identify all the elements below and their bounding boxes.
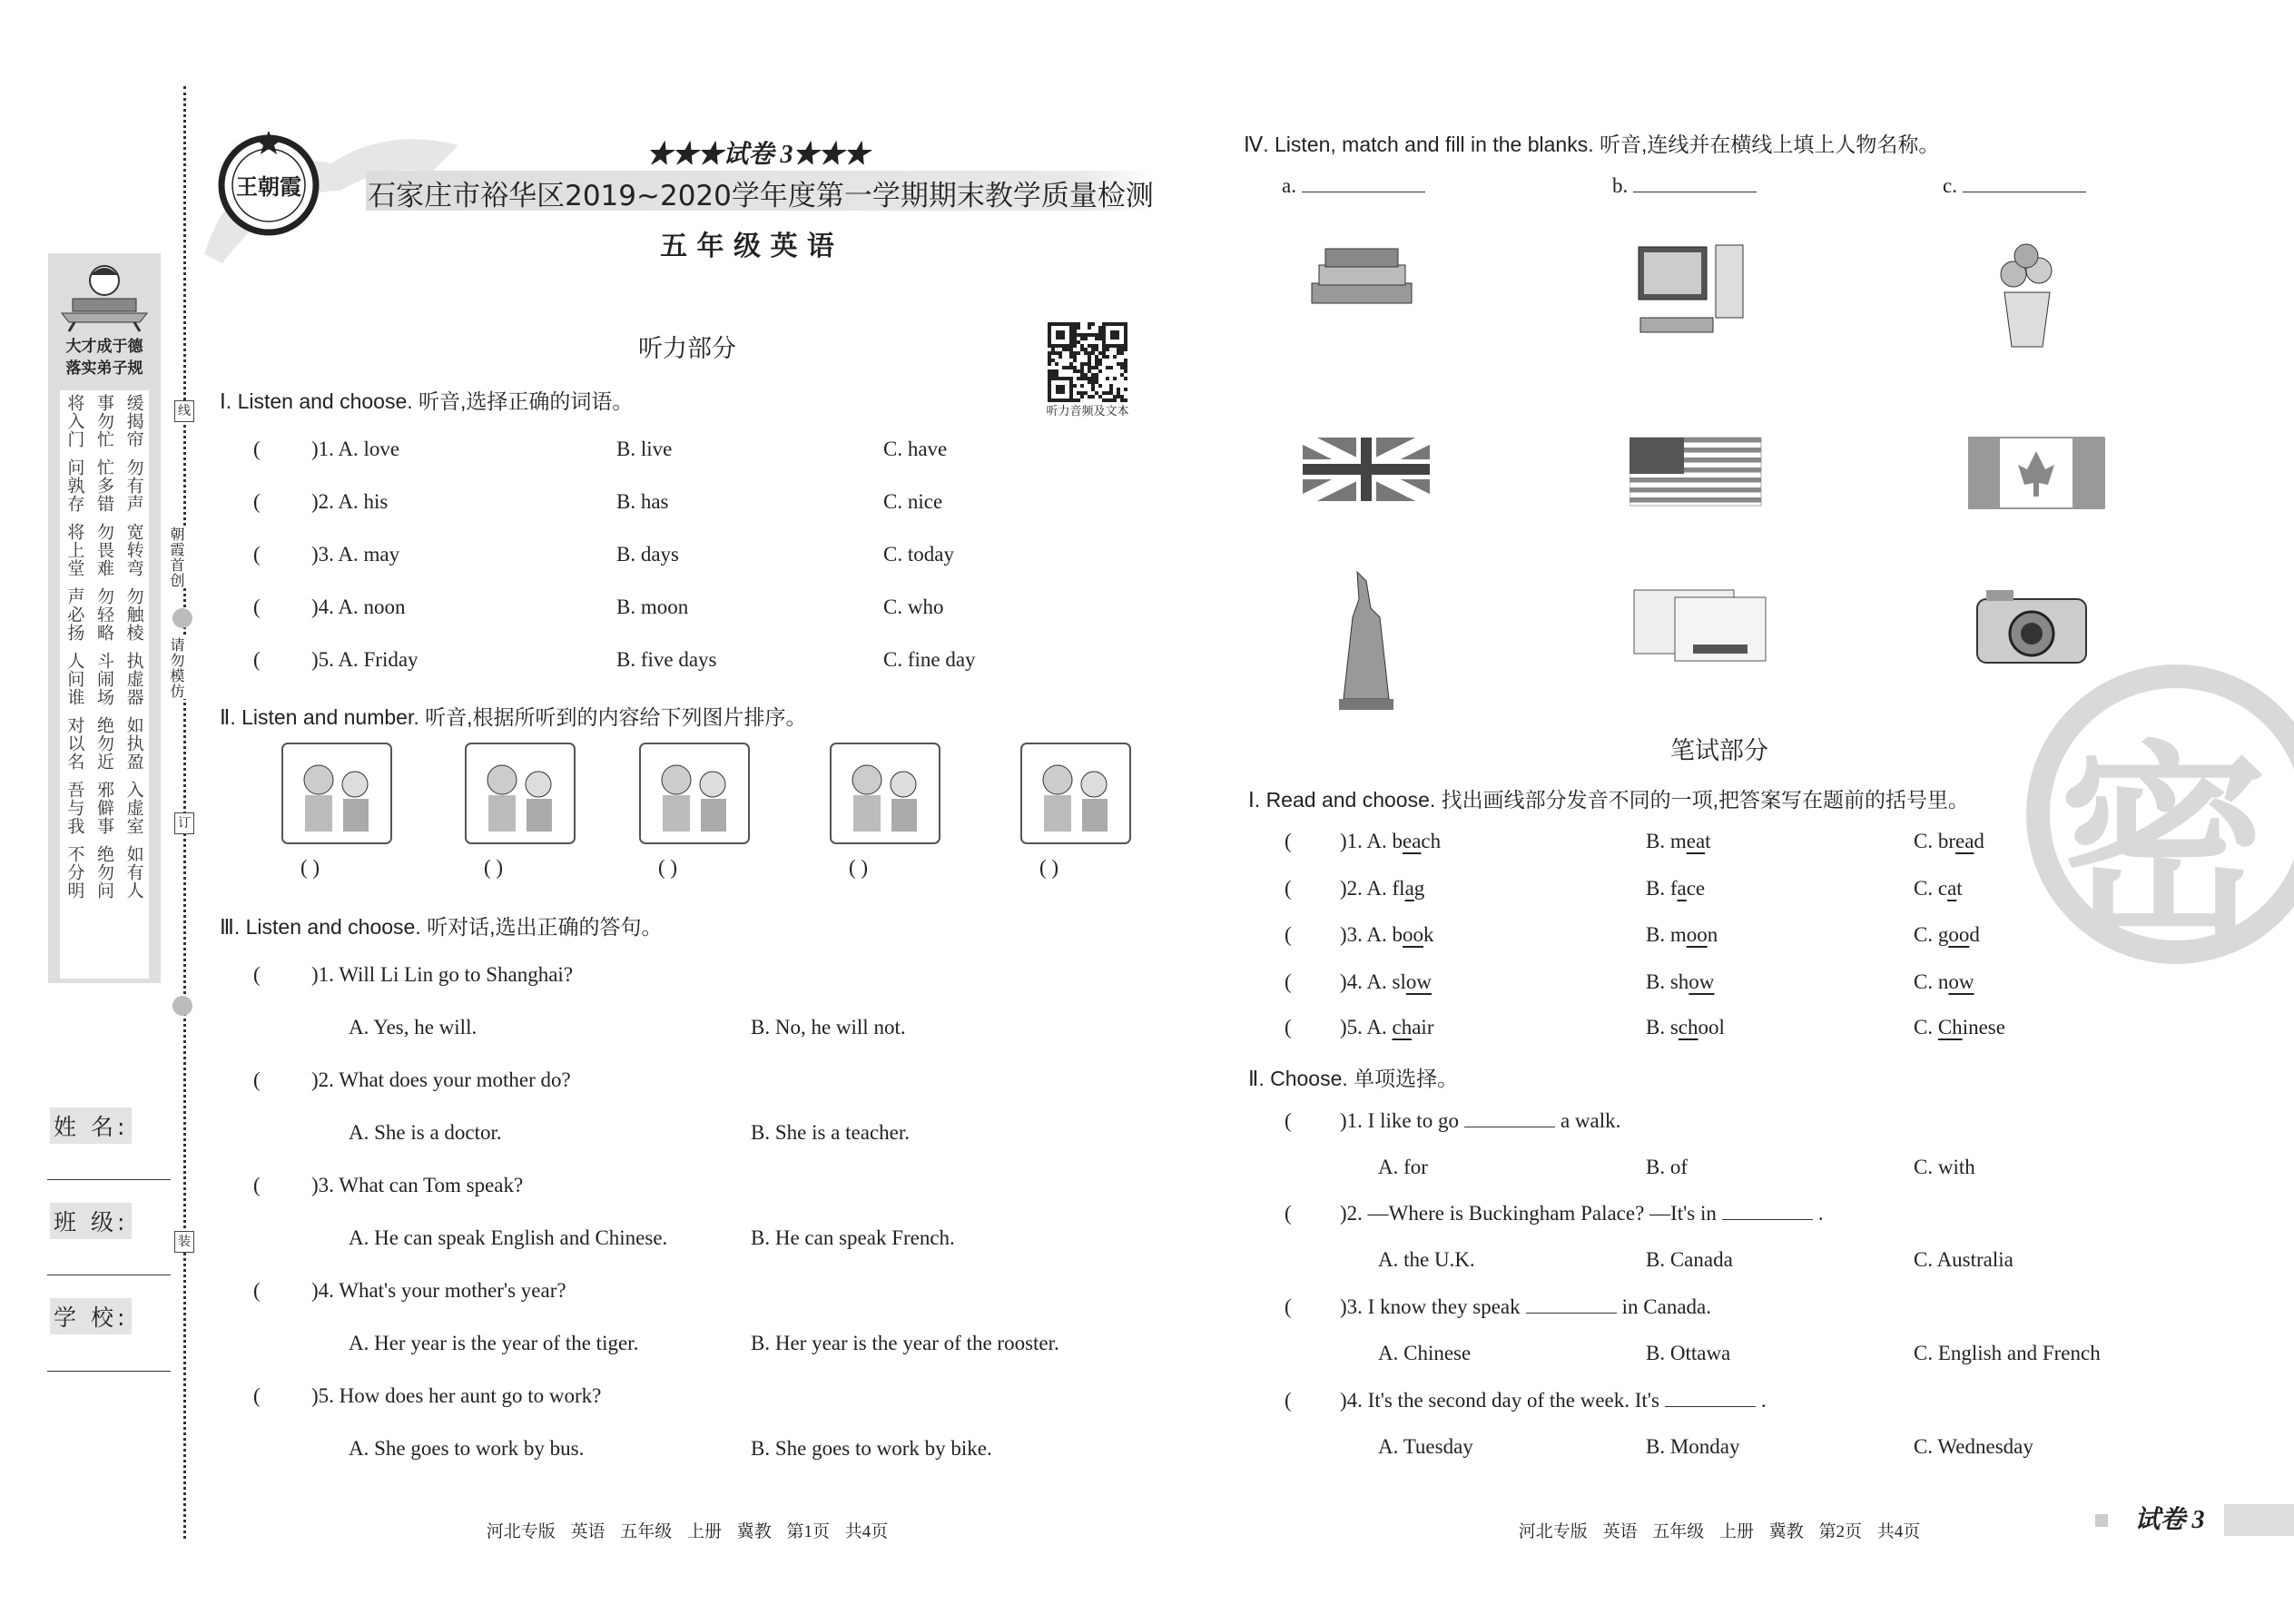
- poem-column: 忙多错: [94, 458, 114, 513]
- option-b: B. live: [616, 438, 673, 460]
- fill-blank[interactable]: [1282, 174, 1431, 198]
- binding-mark: 订: [174, 812, 194, 834]
- option-text: )1. A. b: [1340, 830, 1403, 852]
- blank-line[interactable]: [1963, 175, 2086, 192]
- underlined-letters: ow: [1948, 970, 1974, 993]
- brand-logo: [216, 127, 321, 236]
- option-b: B. She is a teacher.: [751, 1121, 911, 1144]
- underlined-letters: a: [1677, 877, 1687, 900]
- underlined-letters: ow: [1405, 970, 1432, 993]
- side-note: 朝霞首创: [168, 527, 185, 588]
- man-at-desk-picture: [1017, 739, 1135, 848]
- poem-group: [60, 781, 149, 835]
- question-text: )1. Will Li Lin go to Shanghai?: [311, 963, 574, 986]
- answer-bracket[interactable]: (: [253, 1174, 261, 1196]
- option-a: A. Chinese: [1378, 1342, 1472, 1364]
- canada-flag-picture: [1968, 410, 2113, 565]
- option-a: [1340, 1016, 1433, 1039]
- poem-column: 将入门: [64, 394, 85, 448]
- poem-column: 绝勿问: [94, 845, 114, 900]
- option-b: B. moon: [616, 595, 689, 618]
- option-text: air: [1412, 1016, 1434, 1038]
- school-label: 学 校:: [50, 1298, 132, 1334]
- uk-flag-picture: [1303, 410, 1448, 565]
- written-heading: 笔试部分: [1670, 737, 1768, 765]
- answer-bracket[interactable]: (: [1285, 923, 1292, 946]
- option-b: B. of: [1646, 1156, 1688, 1178]
- answer-bracket[interactable]: (: [253, 438, 261, 460]
- answer-bracket[interactable]: ( ): [849, 856, 869, 879]
- underlined-letters: oo: [1948, 923, 1970, 946]
- option-c: [1914, 970, 1974, 994]
- children-on-bus-picture: [278, 739, 396, 848]
- option-text: C.: [1914, 1016, 1938, 1038]
- poem-group: [60, 652, 149, 706]
- class-label: 班 级:: [50, 1203, 132, 1239]
- poem-group: [60, 845, 149, 900]
- section-title: Ⅱ. Listen and number. 听音,根据所听到的内容给下列图片排序。: [220, 705, 807, 729]
- question-text: [1340, 1389, 1767, 1412]
- poem-column: 入虚室: [123, 781, 144, 835]
- option-text: B. sh: [1646, 970, 1689, 993]
- option-b: [1646, 830, 1711, 853]
- option-c: C. fine day: [883, 648, 976, 671]
- poem-column: 声必扬: [64, 587, 85, 642]
- poem-column: 勿畏难: [94, 523, 114, 577]
- name-label: 姓 名:: [50, 1107, 132, 1144]
- binding-mark: 装: [174, 1231, 194, 1253]
- underlined-letters: oo: [1686, 923, 1708, 946]
- books-picture: [1303, 238, 1448, 392]
- poem-column: 执虚器: [123, 652, 144, 706]
- option-text: d: [1974, 830, 1984, 852]
- poem-column: 缓揭帘: [123, 394, 144, 448]
- poem-group: [60, 394, 149, 448]
- blank-label: b.: [1612, 174, 1629, 197]
- answer-bracket[interactable]: (: [253, 963, 261, 986]
- option-a: )2. A. his: [311, 490, 389, 513]
- option-c: C. have: [883, 438, 948, 460]
- section-title: Ⅱ. Choose. 单项选择。: [1248, 1067, 1459, 1090]
- student-reading-icon: [56, 259, 153, 333]
- poem-column: 问孰存: [64, 458, 85, 513]
- dizigui-poem: [60, 390, 149, 979]
- answer-bracket[interactable]: ( ): [658, 856, 678, 879]
- option-a: )4. A. noon: [311, 595, 406, 618]
- option-text: ool: [1698, 1016, 1725, 1038]
- svg-text:王朝霞: 王朝霞: [236, 174, 301, 200]
- binding-mark: 线: [174, 400, 194, 422]
- smiley-icon: [172, 608, 192, 628]
- option-c: C. Wednesday: [1914, 1435, 2033, 1458]
- blank-line[interactable]: [1302, 175, 1425, 192]
- question-part: in Canada.: [1621, 1295, 1712, 1318]
- blank-line[interactable]: [1633, 175, 1757, 192]
- underlined-letters: ch: [1392, 1016, 1413, 1038]
- exam-title: 石家庄市裕华区2019~2020学年度第一学期期末教学质量检测: [368, 180, 1154, 212]
- option-b: B. has: [616, 490, 669, 513]
- option-text: t: [1705, 830, 1711, 852]
- fill-blank[interactable]: [1612, 174, 1762, 198]
- option-b: B. He can speak French.: [751, 1226, 955, 1249]
- underlined-letters: ow: [1689, 970, 1715, 993]
- answer-bracket[interactable]: (: [1285, 970, 1292, 993]
- section-title: Ⅲ. Listen and choose. 听对话,选出正确的答句。: [220, 915, 663, 939]
- smiley-icon: [172, 996, 192, 1016]
- computer-picture: [1629, 238, 1775, 392]
- blank-label: a.: [1282, 174, 1296, 197]
- option-a: )3. A. may: [311, 543, 400, 566]
- option-b: B. days: [616, 543, 679, 566]
- poem-column: 人问谁: [64, 652, 85, 706]
- us-flag-picture: [1629, 410, 1775, 565]
- option-text: )5. A.: [1340, 1016, 1393, 1038]
- answer-blank[interactable]: [1665, 1390, 1756, 1407]
- answer-bracket[interactable]: (: [1285, 1389, 1292, 1412]
- option-b: [1646, 1016, 1725, 1039]
- underlined-letters: ea: [1686, 830, 1706, 852]
- tickets-picture: [1629, 563, 1775, 717]
- teacher-with-class-picture: [461, 739, 579, 848]
- question-part: .: [1760, 1389, 1767, 1412]
- option-text: t: [1956, 877, 1963, 900]
- option-text: B. m: [1646, 830, 1687, 852]
- option-a: A. Her year is the year of the tiger.: [349, 1332, 639, 1354]
- option-c: C. Australia: [1914, 1248, 2013, 1271]
- option-text: B. s: [1646, 1016, 1679, 1038]
- option-a: A. She goes to work by bus.: [349, 1437, 585, 1460]
- camera-picture: [1968, 563, 2113, 717]
- option-text: k: [1423, 923, 1434, 946]
- statue-of-liberty-picture: [1303, 563, 1448, 717]
- poem-column: 绝勿近: [94, 716, 114, 771]
- badge-decoration: [2095, 1514, 2108, 1527]
- option-a: )1. A. love: [311, 438, 400, 460]
- page-footer: 河北专版 英语 五年级 上册 冀教 第2页 共4页: [1518, 1522, 1921, 1541]
- answer-bracket[interactable]: (: [1285, 1202, 1292, 1225]
- fill-blank[interactable]: [1943, 174, 2092, 198]
- poem-column: 勿轻略: [94, 587, 114, 642]
- option-a: A. He can speak English and Chinese.: [349, 1226, 668, 1249]
- poem-column: 将上堂: [64, 523, 85, 577]
- option-text: B. f: [1646, 877, 1678, 900]
- option-b: [1646, 923, 1718, 947]
- option-b: [1646, 877, 1705, 901]
- paper-badge: 试卷 3: [2115, 1504, 2224, 1536]
- question-text: [1340, 1202, 1824, 1225]
- answer-bracket[interactable]: (: [253, 490, 261, 513]
- option-a: A. She is a doctor.: [349, 1121, 502, 1144]
- watermark-seal-char: 密: [2059, 724, 2269, 967]
- answer-blank[interactable]: [1464, 1110, 1555, 1127]
- poem-column: 不分明: [64, 845, 85, 900]
- poem-column: 勿触棱: [123, 587, 144, 642]
- qr-caption: 听力音频及文本: [1046, 404, 1129, 418]
- poem-column: 如有人: [123, 845, 144, 900]
- exam-subtitle: 五 年 级 英 语: [660, 231, 834, 262]
- question-part: )1. I like to go: [1340, 1109, 1459, 1132]
- school-input[interactable]: [47, 1371, 171, 1372]
- answer-bracket[interactable]: (: [253, 543, 261, 566]
- option-a: A. for: [1378, 1156, 1428, 1178]
- poem-column: 宽转弯: [123, 523, 144, 577]
- answer-bracket[interactable]: ( ): [484, 856, 504, 879]
- underlined-letters: a: [1404, 877, 1414, 900]
- kangaroo-picture: [826, 739, 944, 848]
- option-c: [1914, 923, 1980, 947]
- poem-group: [60, 587, 149, 642]
- option-b: B. No, he will not.: [751, 1016, 906, 1038]
- question-text: [1340, 1109, 1620, 1133]
- option-text: C. br: [1914, 830, 1955, 852]
- motto-line: 落实弟子规: [65, 359, 143, 378]
- underlined-letters: oo: [1403, 923, 1423, 946]
- section-title: Ⅰ. Read and choose. 找出画线部分发音不同的一项,把答案写在题前的括号里。: [1248, 788, 1970, 812]
- question-text: [1340, 1295, 1711, 1319]
- option-text: B. m: [1646, 923, 1687, 946]
- option-a: [1340, 970, 1432, 994]
- section-title: Ⅳ. Listen, match and fill in the blanks. 听音,连线并在横线上填上人物名称。: [1244, 133, 1940, 156]
- option-c: C. who: [883, 595, 944, 618]
- poem-column: 斗闹场: [94, 652, 114, 706]
- option-text: inese: [1962, 1016, 2005, 1038]
- page-footer: 河北专版 英语 五年级 上册 冀教 第1页 共4页: [486, 1522, 889, 1541]
- option-text: )3. A. b: [1340, 923, 1403, 946]
- underlined-letters: ch: [1678, 1016, 1698, 1038]
- poem-group: [60, 716, 149, 771]
- motto-line: 大才成于德: [65, 338, 143, 356]
- option-b: B. Her year is the year of the rooster.: [751, 1332, 1059, 1354]
- answer-bracket[interactable]: (: [1285, 1109, 1292, 1132]
- answer-bracket[interactable]: (: [1285, 877, 1292, 900]
- poem-group: [60, 523, 149, 577]
- question-part: )4. It's the second day of the week. It's: [1340, 1389, 1659, 1412]
- poem-column: 吾与我: [64, 781, 85, 835]
- poem-column: 事勿忙: [94, 394, 114, 448]
- answer-bracket[interactable]: (: [253, 1068, 261, 1091]
- answer-bracket[interactable]: ( ): [300, 856, 320, 879]
- question-text: )5. How does her aunt go to work?: [311, 1384, 602, 1407]
- underlined-letters: Ch: [1937, 1016, 1963, 1038]
- flowers-picture: [1968, 238, 2113, 392]
- name-input[interactable]: [47, 1179, 171, 1180]
- question-part: )2. —Where is Buckingham Palace? —It's in: [1340, 1202, 1717, 1225]
- option-c: C. with: [1914, 1156, 1975, 1178]
- answer-bracket[interactable]: (: [253, 1279, 261, 1302]
- question-text: )3. What can Tom speak?: [311, 1174, 524, 1196]
- option-c: [1914, 877, 1963, 901]
- answer-bracket[interactable]: ( ): [1039, 856, 1059, 879]
- option-b: B. Monday: [1646, 1435, 1740, 1458]
- answer-blank[interactable]: [1722, 1203, 1813, 1220]
- option-b: B. She goes to work by bike.: [751, 1437, 992, 1460]
- question-text: )4. What's your mother's year?: [311, 1279, 566, 1302]
- option-text: d: [1969, 923, 1980, 946]
- question-part: )3. I know they speak: [1340, 1295, 1521, 1318]
- option-b: B. five days: [616, 648, 717, 671]
- option-c: C. today: [883, 543, 954, 566]
- option-a: [1340, 830, 1441, 853]
- poem-group: [60, 458, 149, 513]
- option-a: [1340, 923, 1434, 947]
- sidebar-motto: [48, 336, 161, 379]
- question-part: a walk.: [1560, 1109, 1621, 1132]
- blank-label: c.: [1943, 174, 1957, 197]
- option-text: n: [1707, 923, 1718, 946]
- poem-column: 邪僻事: [94, 781, 114, 835]
- option-a: )5. A. Friday: [311, 648, 418, 671]
- answer-bracket[interactable]: (: [253, 1384, 261, 1407]
- option-text: ce: [1686, 877, 1706, 900]
- underlined-letters: ea: [1403, 830, 1422, 852]
- option-c: [1914, 1016, 2005, 1039]
- option-a: [1340, 877, 1424, 901]
- option-c: C. English and French: [1914, 1342, 2101, 1364]
- option-b: [1646, 970, 1714, 994]
- option-text: g: [1413, 877, 1425, 900]
- answer-bracket[interactable]: (: [253, 648, 261, 671]
- question-part: .: [1817, 1202, 1824, 1225]
- option-text: C. g: [1914, 923, 1949, 946]
- option-b: B. Canada: [1646, 1248, 1733, 1271]
- qr-code[interactable]: [1048, 322, 1127, 402]
- option-text: C. c: [1914, 877, 1948, 900]
- option-text: )4. A. sl: [1340, 970, 1406, 993]
- option-c: C. nice: [883, 490, 943, 513]
- question-text: )2. What does your mother do?: [311, 1068, 571, 1091]
- option-text: )2. A. fl: [1340, 877, 1405, 900]
- poem-column: 如执盈: [123, 716, 144, 771]
- option-text: ch: [1421, 830, 1442, 852]
- answer-blank[interactable]: [1526, 1296, 1617, 1314]
- poem-column: 对以名: [64, 716, 85, 771]
- paper-label: ★★★试卷 3★★★: [646, 141, 870, 169]
- answer-bracket[interactable]: (: [1285, 1016, 1292, 1038]
- option-a: A. Yes, he will.: [349, 1016, 478, 1038]
- option-c: [1914, 830, 1984, 853]
- option-a: A. Tuesday: [1378, 1435, 1473, 1458]
- option-b: B. Ottawa: [1646, 1342, 1731, 1364]
- option-a: A. the U.K.: [1378, 1248, 1475, 1271]
- section-title: Ⅰ. Listen and choose. 听音,选择正确的词语。: [220, 389, 634, 413]
- doorway-scene-picture: [635, 739, 753, 848]
- answer-bracket[interactable]: (: [1285, 830, 1292, 852]
- option-text: C. n: [1914, 970, 1949, 993]
- underlined-letters: a: [1947, 877, 1957, 900]
- answer-bracket[interactable]: (: [1285, 1295, 1292, 1318]
- answer-bracket[interactable]: (: [253, 595, 261, 618]
- poem-column: 勿有声: [123, 458, 144, 513]
- underlined-letters: ea: [1955, 830, 1974, 852]
- listening-heading: 听力部分: [638, 335, 736, 363]
- side-note: 请勿模仿: [168, 637, 185, 699]
